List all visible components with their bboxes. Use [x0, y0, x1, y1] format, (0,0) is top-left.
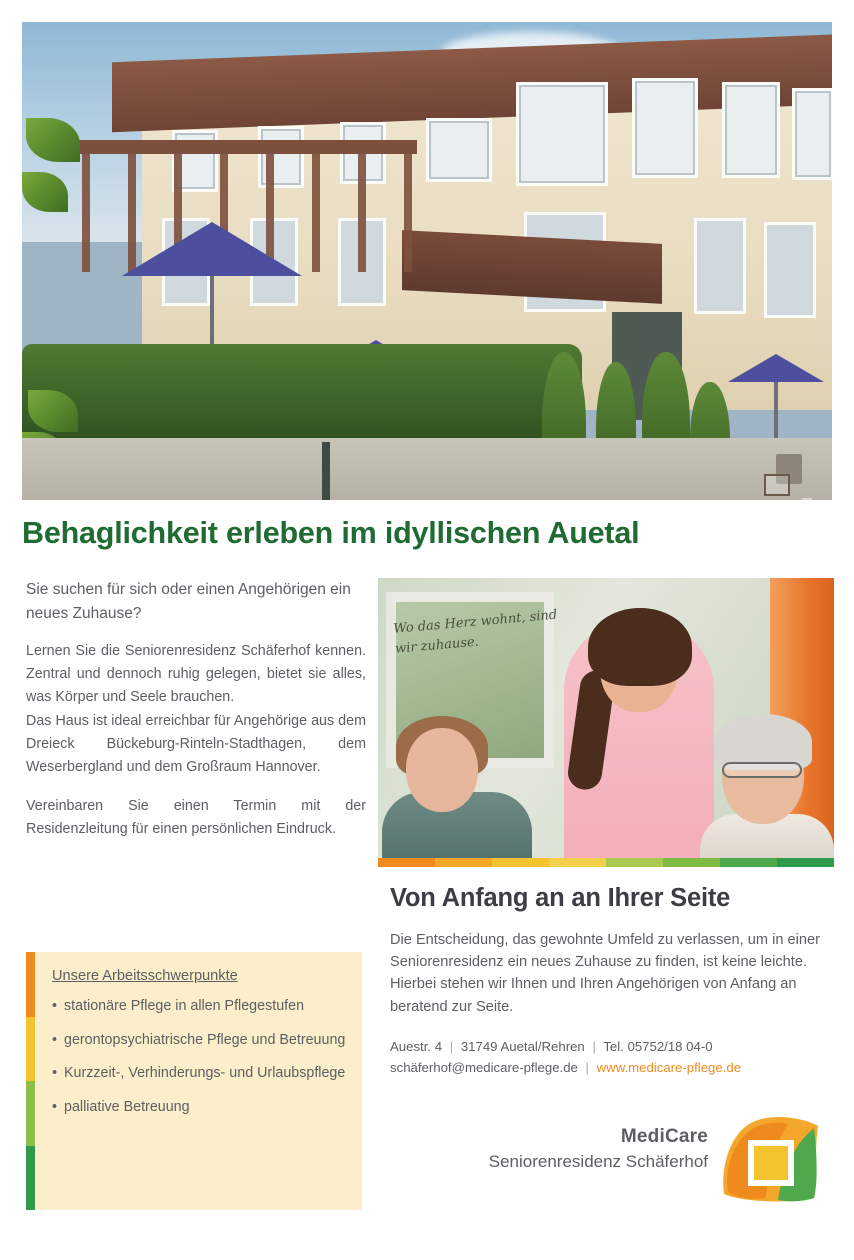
separator: |: [592, 1038, 596, 1054]
bollard-light: [322, 442, 330, 500]
logo-company-name: MediCare: [620, 1126, 708, 1147]
list-item: • gerontopsychiatrische Pflege und Betreuung: [52, 1030, 346, 1051]
handwritten-slogan: Wo das Herz wohnt, sind wir zuhause.: [392, 607, 558, 657]
bollard-light: [802, 498, 812, 500]
hero-photo-senior-residence: [22, 22, 832, 500]
company-logo: [412, 1108, 832, 1206]
right-text-column: [390, 884, 834, 1078]
window-large: [632, 78, 698, 178]
section-subtitle: Von Anfang an an Ihrer Seite: [390, 884, 731, 912]
contact-details: [390, 1036, 834, 1079]
color-stripe: [26, 952, 35, 1210]
window: [426, 118, 492, 182]
window: [792, 88, 832, 180]
window-large: [516, 82, 608, 186]
left-text-column: [26, 578, 366, 841]
window: [694, 218, 746, 314]
nurse-hair: [588, 608, 692, 686]
logo-mark-icon: [718, 1112, 824, 1204]
separator: |: [449, 1038, 454, 1054]
outdoor-chair: [764, 474, 790, 496]
logo-text-block: [489, 1126, 708, 1172]
street-address: Auestr. 4: [390, 1038, 443, 1054]
email-address[interactable]: schäferhof@medicare-pflege.de: [390, 1060, 578, 1076]
terrace-ground: [22, 438, 832, 500]
phone-number: Tel. 05752/18 04-0: [603, 1038, 713, 1054]
left-body-text: [26, 640, 366, 841]
website-link[interactable]: www.medicare-pflege.de: [596, 1060, 742, 1076]
paragraph-1: Lernen Sie die Seniorenresidenz Schäferhof kennen. Zentral und dennoch ruhig gelegen, bietet sie alles, was Körper und Seele brauchen.: [26, 643, 366, 706]
logo-subtitle: Seniorenresidenz Schäferhof: [488, 1152, 708, 1171]
city-address: 31749 Auetal/Rehren: [460, 1038, 585, 1054]
hedge: [22, 344, 582, 442]
glasses-icon: [722, 762, 802, 778]
separator: |: [585, 1060, 589, 1076]
care-photo: [378, 578, 834, 866]
senior-left-head: [406, 728, 478, 812]
parasol: [122, 222, 302, 276]
lead-question: Sie suchen für sich oder einen Angehörigen ein neues Zuhause?: [26, 581, 351, 623]
focus-areas-title: Unsere Arbeitsschwerpunkte: [52, 968, 238, 984]
list-item: • palliative Betreuung: [52, 1097, 346, 1118]
right-body-text: Die Entscheidung, das gewohnte Umfeld zu verlassen, um in einer Seniorenresidenz ein neues Zuhause zu finden, ist keine leichte. Hierbei stehen wir Ihnen und Ihren Angehörigen von Anfang an beratend zur Seite.: [390, 932, 820, 1015]
contact-row-2: [390, 1057, 834, 1078]
paragraph-3: Vereinbaren Sie einen Termin mit der Residenzleitung für einen persönlichen Eindruck.: [26, 797, 366, 838]
parasol: [728, 354, 824, 382]
focus-areas-box: [26, 952, 362, 1210]
page-title: Behaglichkeit erleben im idyllischen Auetal: [22, 516, 640, 550]
list-item: • Kurzzeit-, Verhinderungs- und Urlaubspflege: [52, 1063, 346, 1084]
window-large: [722, 82, 780, 178]
list-item: • stationäre Pflege in allen Pflegestufen: [52, 996, 346, 1017]
contact-row-1: [390, 1036, 834, 1057]
window: [764, 222, 816, 318]
paragraph-2: Das Haus ist ideal erreichbar für Angehörige aus dem Dreieck Bückeburg-Rinteln-Stadthagen, dem Weserbergland und dem Großraum Hannover.: [26, 712, 366, 775]
focus-areas-list: [52, 996, 346, 1118]
color-gradient-bar: [378, 858, 834, 867]
